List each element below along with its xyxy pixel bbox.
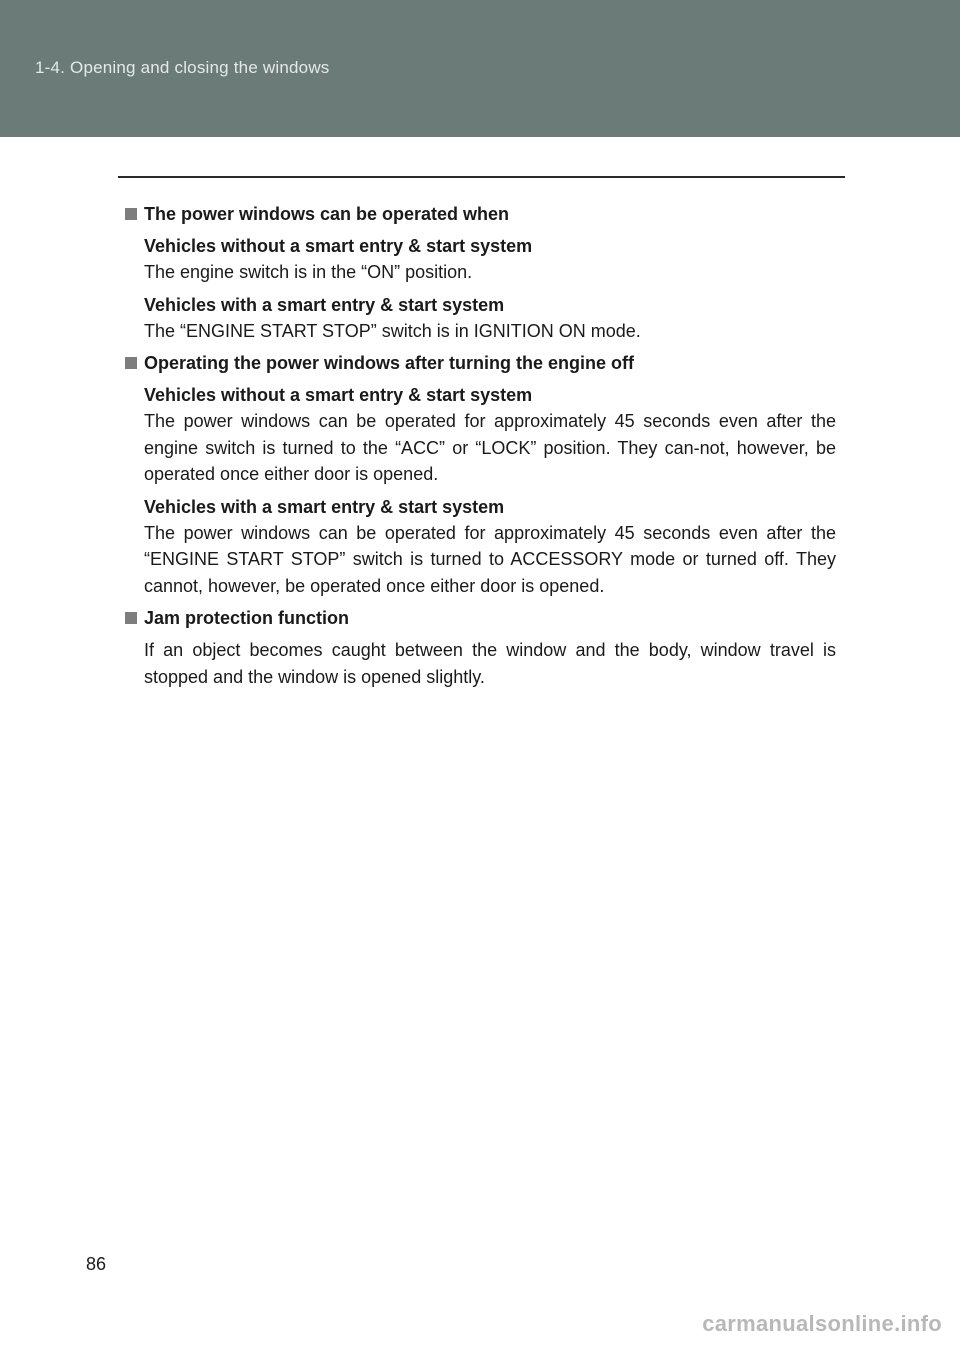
section-title: 1-4. Opening and closing the windows [35, 58, 330, 77]
watermark: carmanualsonline.info [702, 1311, 942, 1336]
main-content [124, 201, 836, 696]
sub-heading: Vehicles without a smart entry & start system [144, 385, 533, 405]
section-heading [124, 350, 836, 376]
section-heading-text: Jam protection function [144, 608, 350, 628]
info-block [124, 292, 836, 345]
body-text: The engine switch is in the “ON” position. [144, 262, 473, 282]
sub-heading: Vehicles with a smart entry & start system [144, 294, 505, 315]
info-block [124, 637, 836, 690]
body-text: The power windows can be operated for approximately 45 seconds even after the “ENGINE START STOP” switch is turned to ACCESSORY mode or turned off. They cannot, however, be operated once either door is opened. [144, 522, 836, 596]
square-bullet-icon [125, 208, 137, 220]
header-bar [0, 0, 960, 137]
body-text: The “ENGINE START STOP” switch is in IGNITION ON mode. [144, 320, 641, 341]
section-heading [124, 605, 836, 631]
square-bullet-icon [125, 357, 137, 369]
body-text: If an object becomes caught between the window and the body, window travel is stopped and the window is opened slightly. [144, 640, 836, 687]
info-block [124, 494, 836, 600]
section-heading [124, 201, 836, 227]
section-heading-text: The power windows can be operated when [144, 204, 510, 224]
section-engine-off-operation [124, 350, 836, 599]
info-block [124, 233, 836, 286]
section-heading-text: Operating the power windows after turning the engine off [144, 353, 635, 373]
body-text: The power windows can be operated for approximately 45 seconds even after the engine switch is turned to the “ACC” or “LOCK” position. They can-not, however, be operated once either door is opened. [144, 411, 836, 484]
sub-heading: Vehicles with a smart entry & start system [144, 496, 505, 517]
info-block [124, 382, 836, 488]
square-bullet-icon [125, 612, 137, 624]
section-jam-protection [124, 605, 836, 690]
section-operating-conditions [124, 201, 836, 344]
divider [118, 176, 845, 178]
sub-heading: Vehicles without a smart entry & start system [144, 236, 533, 256]
page-number: 86 [86, 1254, 107, 1274]
